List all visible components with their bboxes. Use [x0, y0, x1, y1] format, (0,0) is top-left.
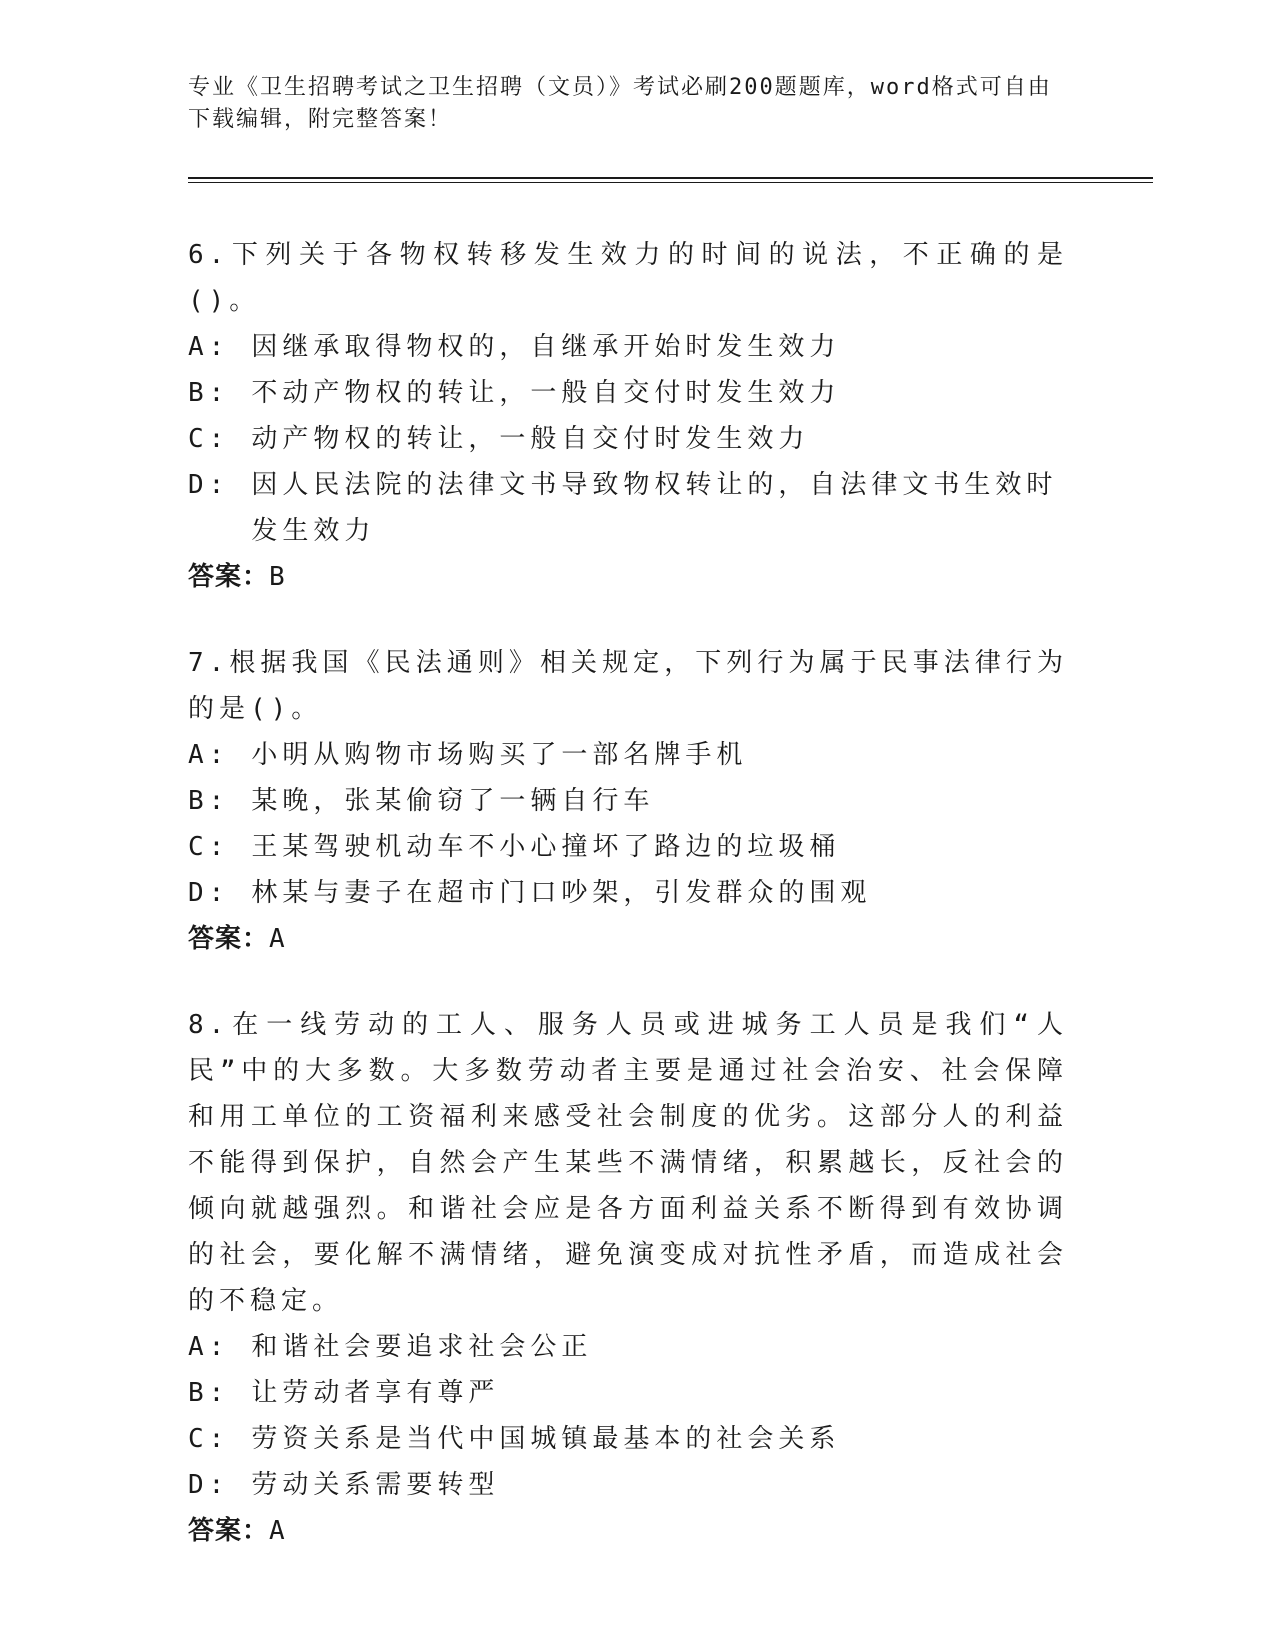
- option-letter: D:: [188, 878, 230, 908]
- option-b: [188, 1370, 1068, 1416]
- option-letter: B:: [188, 378, 230, 408]
- option-separator: [229, 732, 251, 778]
- option-text: 小明从购物市场购买了一部名牌手机: [251, 740, 748, 770]
- option-letter: C:: [188, 832, 230, 862]
- option-c: [188, 1416, 1068, 1462]
- option-separator: [229, 870, 251, 916]
- option-separator: [229, 1416, 251, 1462]
- option-letter: A:: [188, 1332, 230, 1362]
- answer-label: 答案：: [188, 1516, 270, 1546]
- option-text: 因人民法院的法律文书导致物权转让的，自法律文书生效时发生效力: [251, 470, 1058, 546]
- answer-line: [188, 1508, 1068, 1554]
- question-list: [188, 232, 1068, 1594]
- option-a: [188, 732, 1068, 778]
- option-separator: [229, 778, 251, 824]
- question-6: [188, 232, 1068, 600]
- option-letter: B:: [188, 1378, 230, 1408]
- option-separator: [229, 324, 251, 370]
- option-text: 让劳动者享有尊严: [251, 1378, 500, 1408]
- option-text: 某晚，张某偷窃了一辆自行车: [251, 786, 655, 816]
- option-text: 不动产物权的转让，一般自交付时发生效力: [251, 378, 841, 408]
- option-separator: [229, 1370, 251, 1416]
- answer-label: 答案：: [188, 562, 270, 592]
- option-a: [188, 324, 1068, 370]
- option-c: [188, 416, 1068, 462]
- answer-value: B: [269, 562, 286, 592]
- option-text: 因继承取得物权的，自继承开始时发生效力: [251, 332, 841, 362]
- question-7: [188, 640, 1068, 962]
- option-d: [188, 870, 1068, 916]
- question-8: [188, 1002, 1068, 1554]
- option-c: [188, 824, 1068, 870]
- option-letter: A:: [188, 740, 230, 770]
- option-letter: D:: [188, 470, 230, 500]
- option-text: 王某驾驶机动车不小心撞坏了路边的垃圾桶: [251, 832, 841, 862]
- option-letter: C:: [188, 1424, 230, 1454]
- option-text: 劳资关系是当代中国城镇最基本的社会关系: [251, 1424, 841, 1454]
- option-separator: [229, 462, 251, 554]
- option-text: 林某与妻子在超市门口吵架，引发群众的围观: [251, 878, 872, 908]
- option-separator: [229, 1324, 251, 1370]
- option-letter: D:: [188, 1470, 230, 1500]
- answer-value: A: [269, 1516, 286, 1546]
- question-text: 8.在一线劳动的工人、服务人员或进城务工人员是我们“人民”中的大多数。大多数劳动者主要是通过社会治安、社会保障和用工单位的工资福利来感受社会制度的优劣。这部分人的利益不能得到保护，自然会产生某些不满情绪，积累越长，反社会的倾向就越强烈。和谐社会应是各方面利益关系不断得到有效协调的社会，要化解不满情绪，避免演变成对抗性矛盾，而造成社会的不稳定。: [188, 1010, 1068, 1316]
- header-rule-thin: [188, 182, 1153, 183]
- option-separator: [229, 824, 251, 870]
- option-b: [188, 778, 1068, 824]
- option-text: 和谐社会要追求社会公正: [251, 1332, 593, 1362]
- option-separator: [229, 370, 251, 416]
- answer-line: [188, 916, 1068, 962]
- option-text: 动产物权的转让，一般自交付时发生效力: [251, 424, 810, 454]
- answer-label: 答案：: [188, 924, 270, 954]
- document-header: 专业《卫生招聘考试之卫生招聘（文员）》考试必刷200题题库，word格式可自由下载编辑，附完整答案！: [188, 75, 1052, 132]
- question-text: 6.下列关于各物权转移发生效力的时间的说法，不正确的是()。: [188, 240, 1068, 316]
- option-separator: [229, 1462, 251, 1508]
- answer-line: [188, 554, 1068, 600]
- option-d: [188, 462, 1068, 554]
- option-text: 劳动关系需要转型: [251, 1470, 500, 1500]
- header-rule-thick: [188, 177, 1153, 179]
- option-d: [188, 1462, 1068, 1508]
- question-text: 7.根据我国《民法通则》相关规定，下列行为属于民事法律行为的是()。: [188, 648, 1068, 724]
- answer-value: A: [269, 924, 286, 954]
- option-letter: A:: [188, 332, 230, 362]
- option-b: [188, 370, 1068, 416]
- option-a: [188, 1324, 1068, 1370]
- option-separator: [229, 416, 251, 462]
- option-letter: C:: [188, 424, 230, 454]
- option-letter: B:: [188, 786, 230, 816]
